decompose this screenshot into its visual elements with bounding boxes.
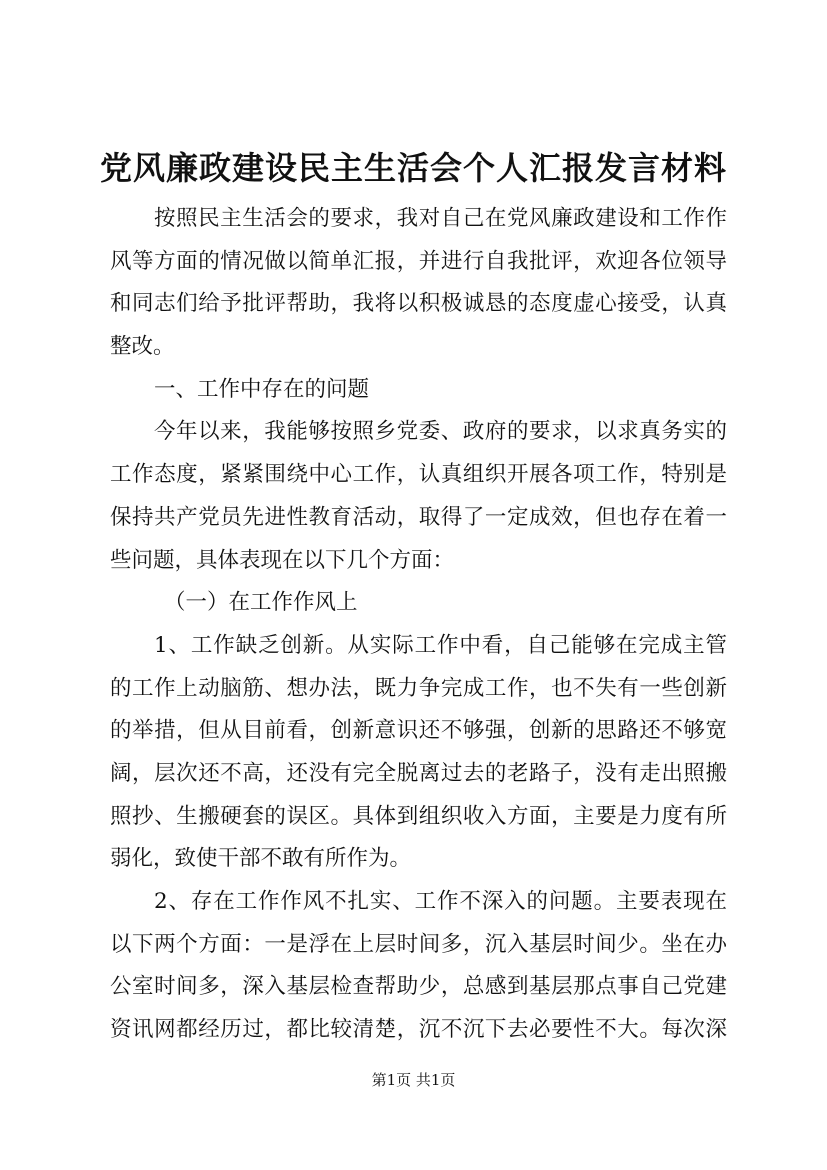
paragraph-line: 些问题，具体表现在以下几个方面： [110,547,455,573]
paragraph-line: 2、存在工作作风不扎实、工作不深入的问题。主要表现在 [154,889,727,914]
paragraph-line: 公室时间多，深入基层检查帮助少，总感到基层那点事自己党建 [110,974,727,1000]
paragraph-line: 以下两个方面：一是浮在上层时间多，沉入基层时间少。坐在办 [110,931,727,957]
paragraph-line: 1、工作缺乏创新。从实际工作中看，自己能够在完成主管 [154,632,727,658]
paragraph-line: 风等方面的情况做以简单汇报，并进行自我批评，欢迎各位领导 [110,248,727,274]
subsection-heading: （一）在工作作风上 [164,590,358,616]
paragraph-line: 今年以来，我能够按照乡党委、政府的要求，以求真务实的 [154,419,727,445]
paragraph-line: 和同志们给予批评帮助，我将以积极诚恳的态度虚心接受，认真 [110,291,727,317]
document-title: 党风廉政建设民主生活会个人汇报发言材料 [99,149,727,187]
paragraph-line: 照抄、生搬硬套的误区。具体到组织收入方面，主要是力度有所 [110,803,727,829]
paragraph-line: 的工作上动脑筋、想办法，既力争完成工作，也不失有一些创新 [110,675,727,701]
paragraph-line: 阔，层次还不高，还没有完全脱离过去的老路子，没有走出照搬 [110,760,727,786]
page-number: 第1页 共1页 [371,1071,456,1089]
paragraph-line: 按照民主生活会的要求，我对自己在党风廉政建设和工作作 [154,206,727,231]
section-heading: 一、工作中存在的问题 [154,376,370,402]
document-body [110,198,727,1052]
paragraph-line: 保持共产党员先进性教育活动，取得了一定成效，但也存在着一 [110,504,727,530]
paragraph-line: 工作态度，紧紧围绕中心工作，认真组织开展各项工作，特别是 [110,462,727,488]
paragraph-line: 弱化，致使干部不敢有所作为。 [110,846,412,872]
paragraph-line: 的举措，但从目前看，创新意识还不够强，创新的思路还不够宽 [110,718,727,744]
paragraph-line: 整改。 [110,334,175,360]
paragraph-line: 资讯网都经历过，都比较清楚，沉不沉下去必要性不大。每次深 [110,1017,727,1043]
